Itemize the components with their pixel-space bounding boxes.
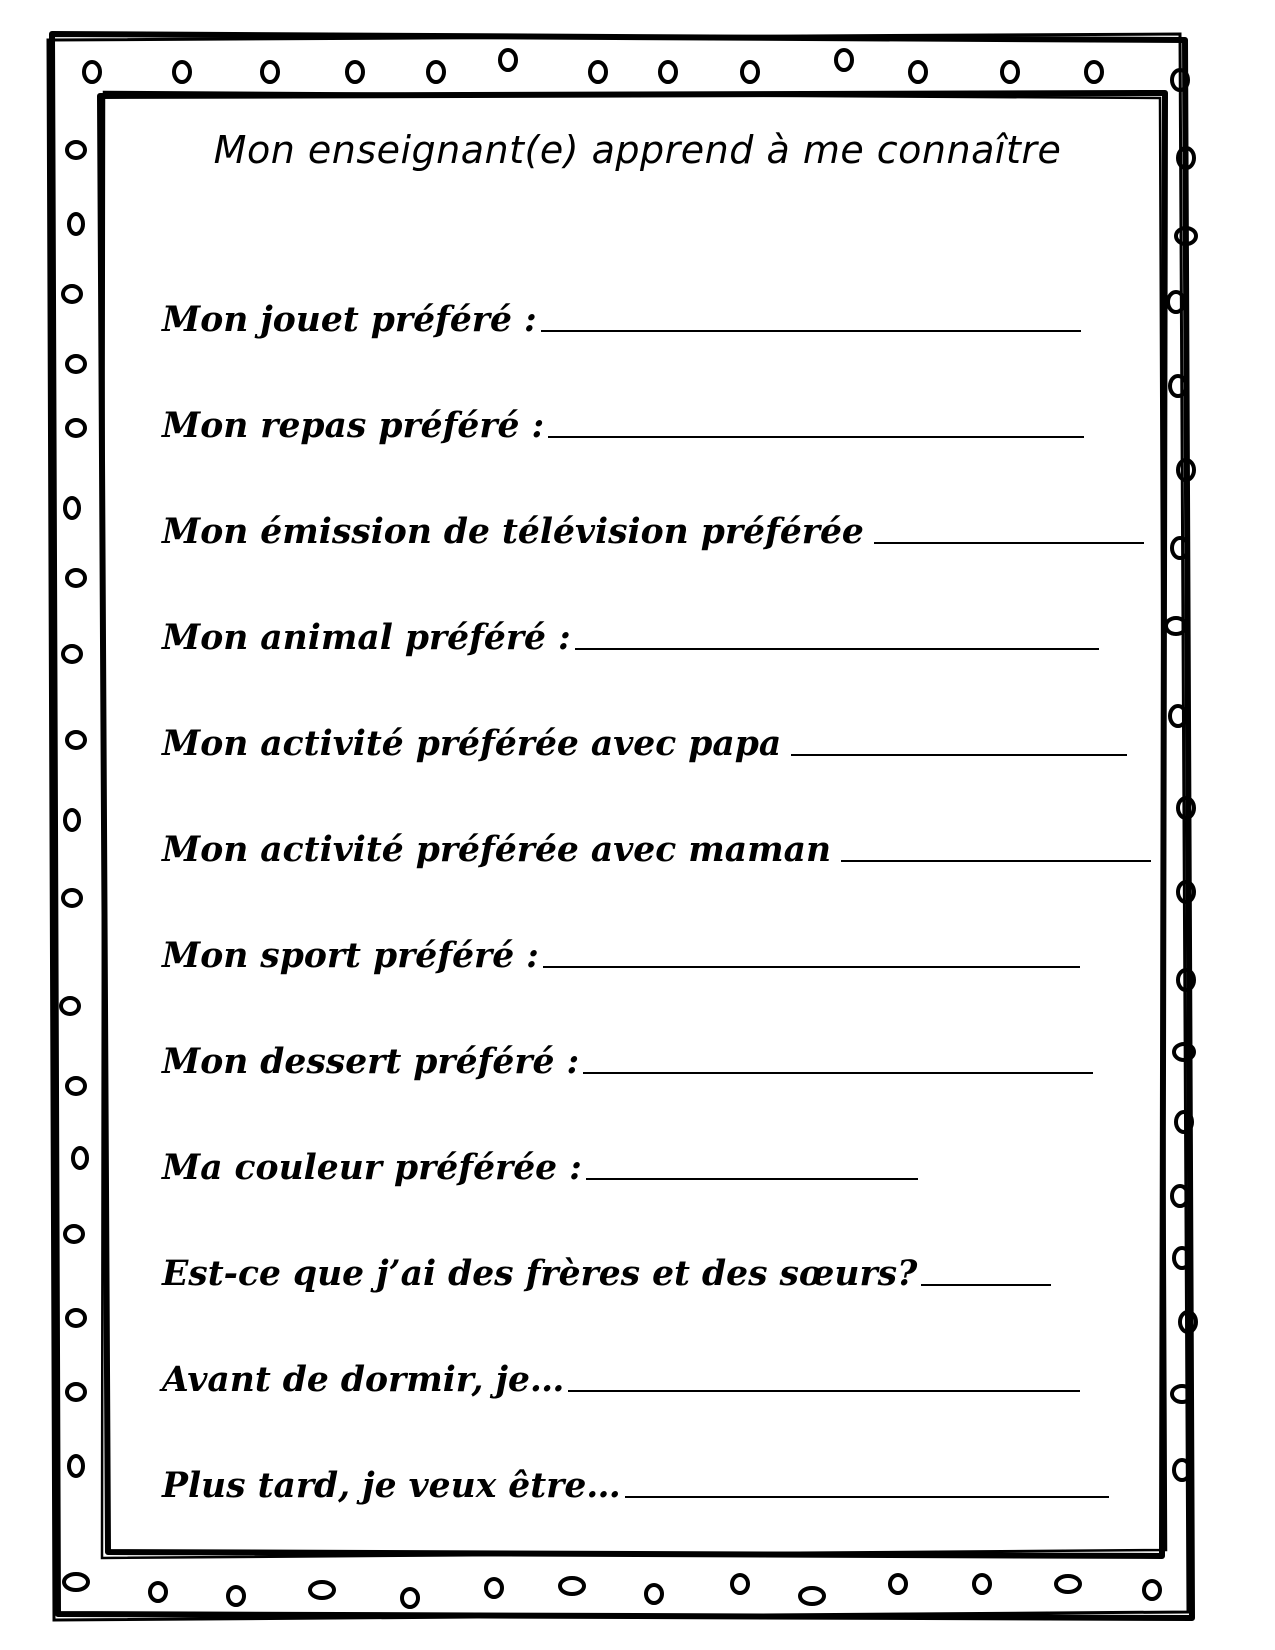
- prompt-activity-with-mom: [162, 822, 1151, 870]
- prompt-siblings: [162, 1246, 1051, 1294]
- answer-line[interactable]: [583, 1072, 1093, 1074]
- prompt-favorite-dessert: [162, 1034, 1093, 1082]
- prompt-favorite-meal: [162, 398, 1084, 446]
- border-ring: [732, 1575, 748, 1593]
- prompt-activity-with-dad: [162, 716, 1127, 764]
- border-ring: [228, 1587, 244, 1605]
- border-ring: [67, 570, 85, 586]
- border-ring: [310, 1582, 334, 1598]
- border-ring: [974, 1575, 990, 1593]
- prompt-label: Ma couleur préférée :: [162, 1148, 582, 1188]
- border-ring: [67, 1078, 85, 1094]
- answer-line[interactable]: [575, 648, 1099, 650]
- border-ring: [69, 1456, 83, 1476]
- border-ring: [590, 62, 606, 82]
- border-ring: [560, 1578, 584, 1594]
- answer-line[interactable]: [874, 542, 1144, 544]
- border-ring: [174, 62, 190, 82]
- border-ring: [63, 646, 81, 662]
- prompt-before-sleep: [162, 1352, 1080, 1400]
- answer-line[interactable]: [791, 754, 1127, 756]
- border-ring: [1002, 62, 1018, 82]
- border-ring: [65, 1226, 83, 1242]
- answer-line[interactable]: [543, 966, 1080, 968]
- border-ring: [67, 1310, 85, 1326]
- border-ring: [63, 286, 81, 302]
- prompt-label: Mon activité préférée avec maman: [162, 830, 832, 870]
- border-ring: [646, 1585, 662, 1603]
- prompt-favorite-tv-show: [162, 504, 1144, 552]
- border-ring: [890, 1575, 906, 1593]
- border-ring: [63, 890, 81, 906]
- answer-line[interactable]: [568, 1390, 1080, 1392]
- border-ring: [61, 998, 79, 1014]
- border-ring: [67, 732, 85, 748]
- prompt-label: Mon repas préféré :: [162, 406, 545, 446]
- border-ring: [836, 50, 852, 70]
- prompt-favorite-color: [162, 1140, 918, 1188]
- border-ring: [65, 498, 79, 518]
- border-ring: [1144, 1581, 1160, 1599]
- border-ring: [800, 1588, 824, 1604]
- border-ring: [1056, 1576, 1080, 1592]
- border-ring: [742, 62, 758, 82]
- border-ring: [402, 1589, 418, 1607]
- prompt-label: Mon sport préféré :: [162, 936, 539, 976]
- prompt-label: Mon émission de télévision préférée: [162, 512, 864, 552]
- border-ring: [73, 1148, 87, 1168]
- border-ring: [660, 62, 676, 82]
- prompt-favorite-sport: [162, 928, 1080, 976]
- answer-line[interactable]: [541, 330, 1081, 332]
- prompt-label: Mon jouet préféré :: [162, 300, 537, 340]
- border-ring: [150, 1583, 166, 1601]
- prompt-label: Mon animal préféré :: [162, 618, 571, 658]
- border-ring: [65, 810, 79, 830]
- answer-line[interactable]: [625, 1496, 1109, 1498]
- answer-line[interactable]: [841, 860, 1151, 862]
- prompt-label: Mon activité préférée avec papa: [162, 724, 782, 764]
- border-ring: [347, 62, 363, 82]
- border-ring: [1086, 62, 1102, 82]
- page-title: Mon enseignant(e) apprend à me connaître: [213, 128, 1062, 172]
- prompt-label: Plus tard, je veux être…: [162, 1466, 621, 1506]
- border-ring: [67, 142, 85, 158]
- border-ring: [428, 62, 444, 82]
- border-ring: [486, 1579, 502, 1597]
- prompt-favorite-animal: [162, 610, 1099, 658]
- border-ring: [910, 62, 926, 82]
- border-ring: [84, 62, 100, 82]
- prompt-favorite-toy: [162, 292, 1081, 340]
- prompt-label: Avant de dormir, je…: [162, 1360, 565, 1400]
- answer-line[interactable]: [586, 1178, 918, 1180]
- answer-line[interactable]: [921, 1284, 1051, 1286]
- answer-line[interactable]: [548, 436, 1084, 438]
- prompt-label: Mon dessert préféré :: [162, 1042, 580, 1082]
- border-ring: [64, 1574, 88, 1590]
- prompt-future-job: [162, 1458, 1109, 1506]
- prompt-label: Est-ce que j’ai des frères et des sœurs?: [162, 1254, 918, 1294]
- border-ring: [67, 420, 85, 436]
- border-ring: [69, 214, 83, 234]
- border-ring: [262, 62, 278, 82]
- border-ring: [67, 1384, 85, 1400]
- border-ring: [500, 50, 516, 70]
- border-ring: [67, 356, 85, 372]
